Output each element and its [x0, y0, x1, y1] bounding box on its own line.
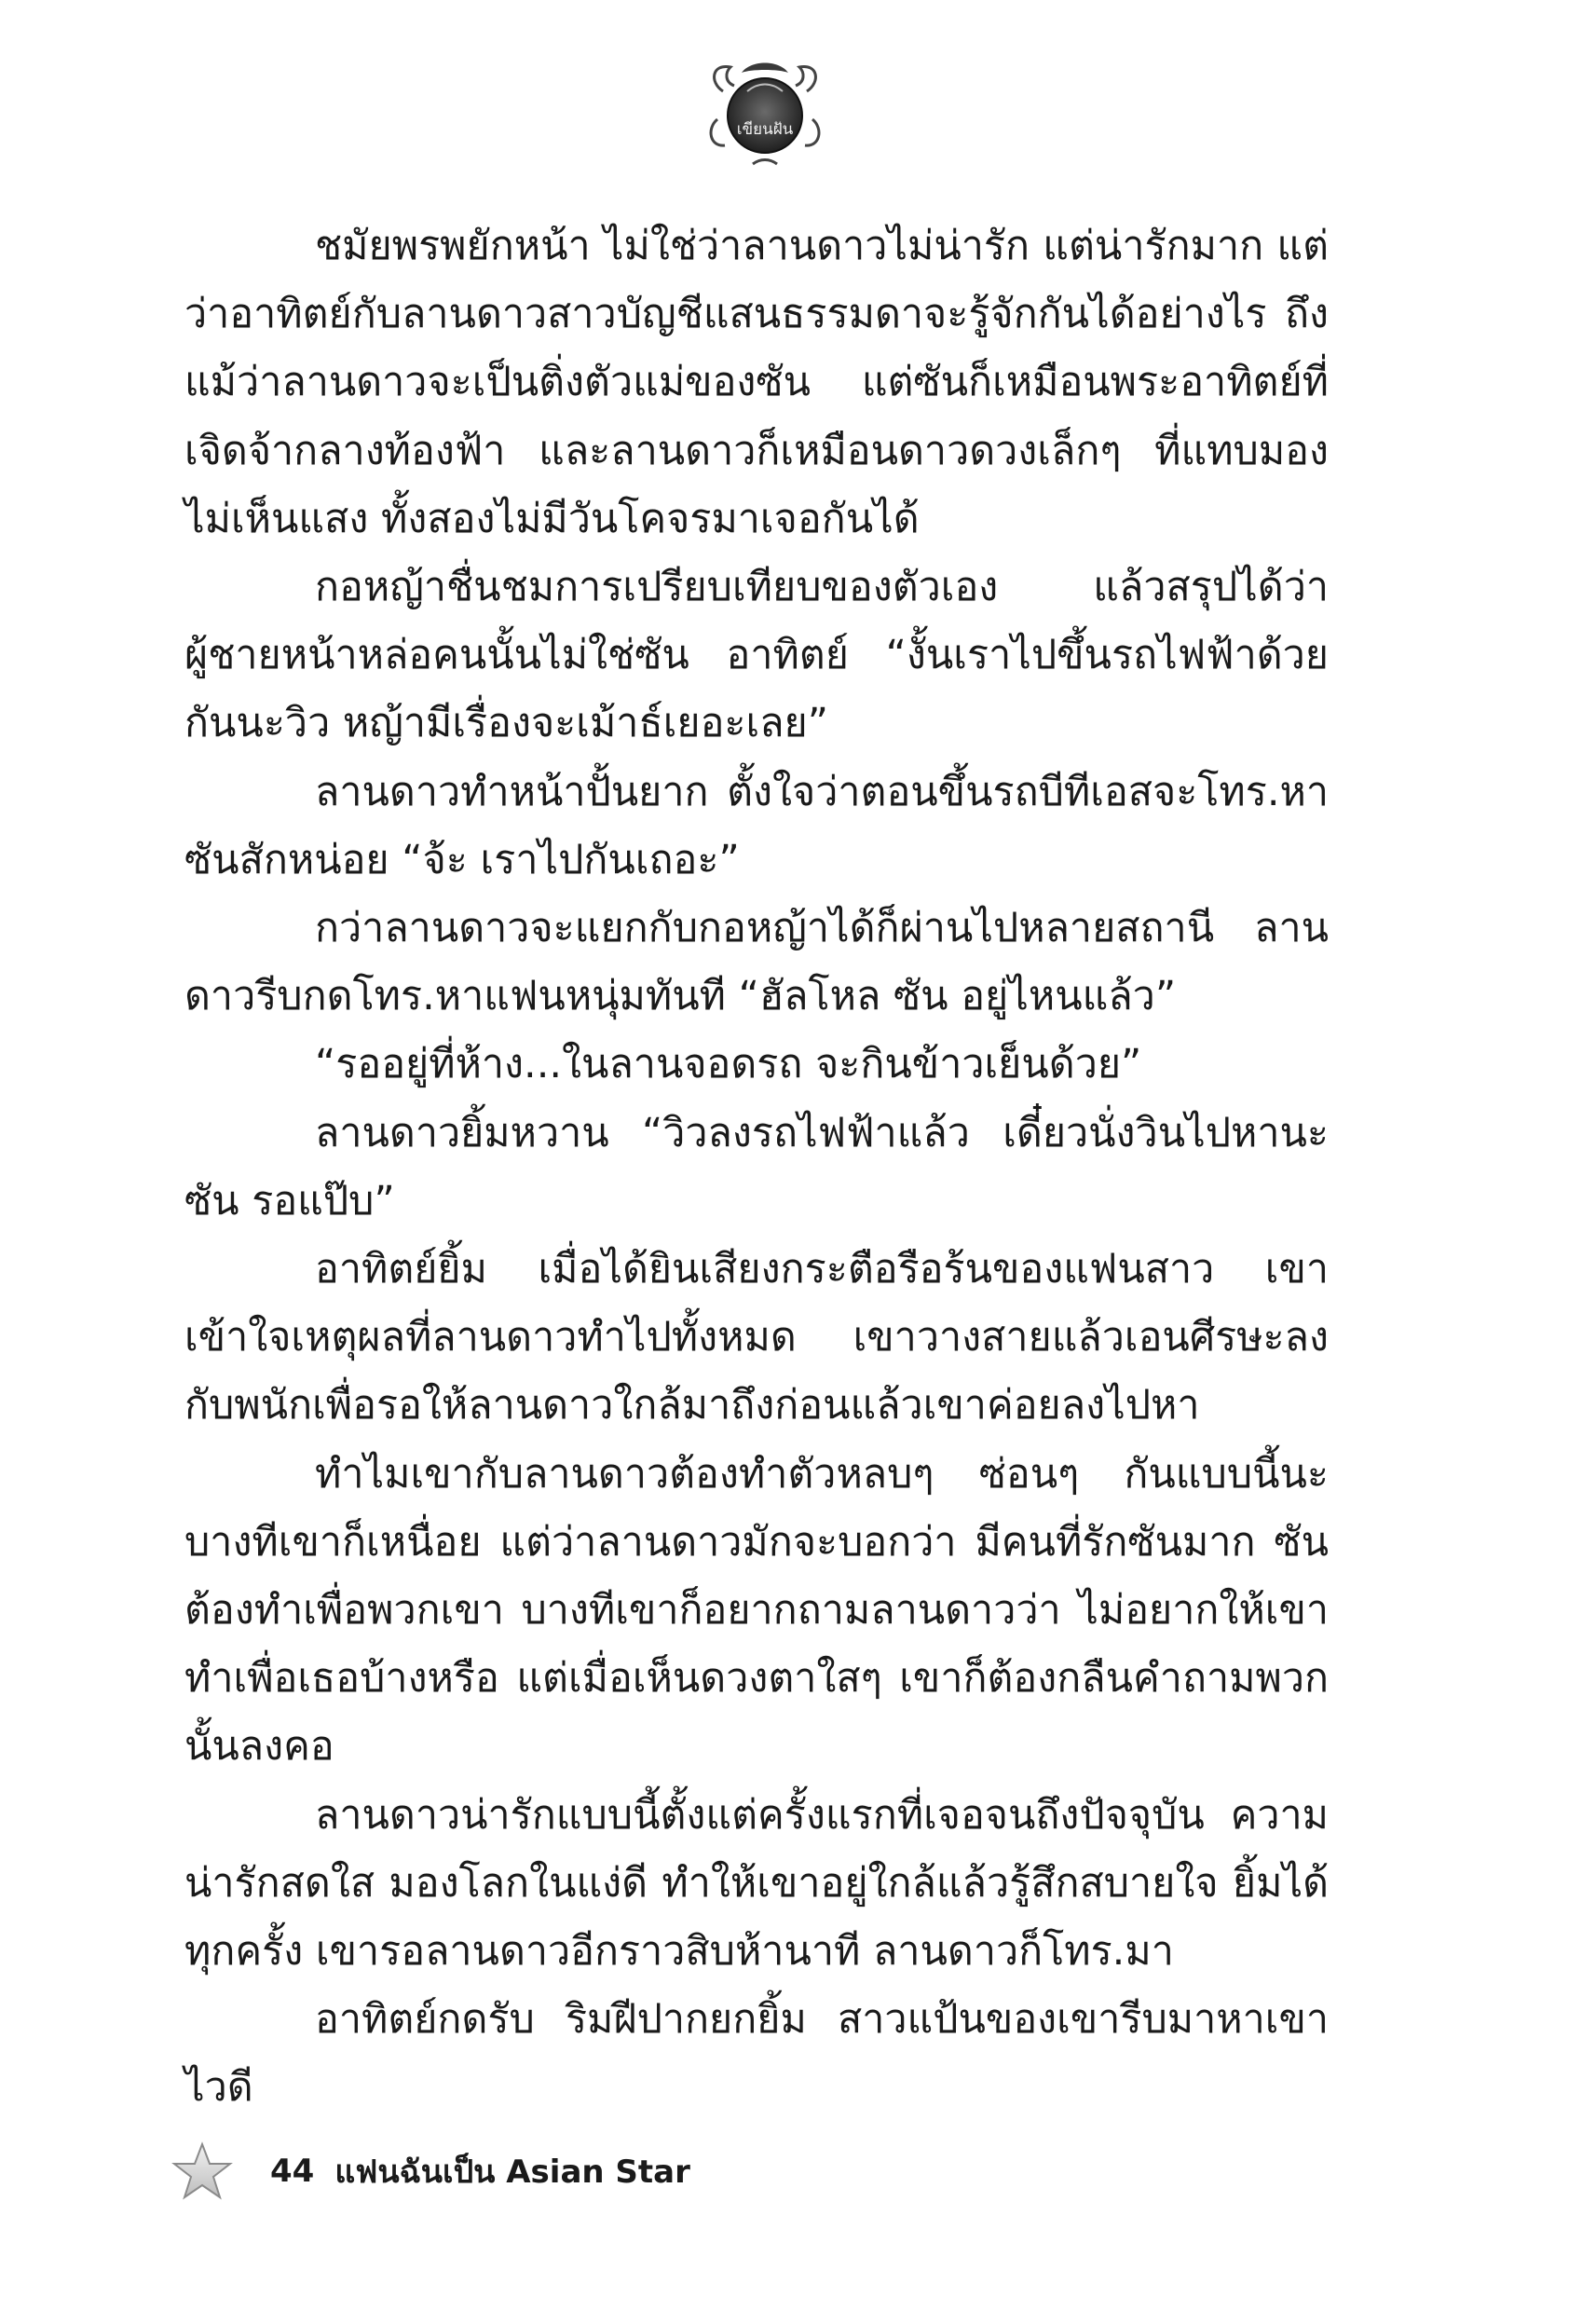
publisher-logo-emblem-icon: [704, 54, 825, 175]
publisher-logo: [704, 54, 825, 175]
paragraph: ลานดาวยิ้มหวาน “วิวลงรถไฟฟ้าแล้ว เดี๋ยวนั่งวินไปหานะ ซัน รอแป๊บ”: [184, 1109, 1329, 1224]
page-footer: [171, 2140, 690, 2203]
paragraph: อาทิตย์ยิ้ม เมื่อได้ยินเสียงกระตือรือร้นของแฟนสาว เขาเข้าใจเหตุผลที่ลานดาวทำไปทั้งหมด เขาวางสายแล้วเอนศีรษะลงกับพนักเพื่อรอให้ลานดาวใกล้มาถึงก่อนแล้วเขาค่อยลงไปหา: [184, 1246, 1329, 1429]
paragraph: ชมัยพรพยักหน้า ไม่ใช่ว่าลานดาวไม่น่ารัก แต่น่ารักมาก แต่ว่าอาทิตย์กับลานดาวสาวบัญชีแสนธรรมดาจะรู้จักกันได้อย่างไร ถึงแม้ว่าลานดาวจะเป็นติ่งตัวแม่ของซัน แต่ซันก็เหมือนพระอาทิตย์ที่เจิดจ้ากลางท้องฟ้า และลานดาวก็เหมือนดาวดวงเล็กๆ ที่แทบมองไม่เห็นแสง ทั้งสองไม่มีวันโคจรมาเจอกันได้: [184, 223, 1329, 542]
book-title: แฟนฉันเป็น Asian Star: [334, 2154, 690, 2191]
paragraph: “รออยู่ที่ห้าง...ในลานจอดรถ จะกินข้าวเย็นด้วย”: [315, 1041, 1142, 1088]
paragraph: ลานดาวทำหน้าปั้นยาก ตั้งใจว่าตอนขึ้นรถบีทีเอสจะโทร.หาซันสักหน่อย “จ้ะ เราไปกันเถอะ”: [184, 768, 1329, 883]
paragraph: อาทิตย์กดรับ ริมฝีปากยกยิ้ม สาวแป้นของเขารีบมาหาเขาไวดี: [184, 1996, 1329, 2112]
paragraph: กอหญ้าชื่นชมการเปรียบเทียบของตัวเอง แล้วสรุปได้ว่าผู้ชายหน้าหล่อคนนั้นไม่ใช่ซัน อาทิตย์ “งั้นเราไปขึ้นรถไฟฟ้าด้วยกันนะวิว หญ้ามีเรื่องจะเม้าธ์เยอะเลย”: [184, 564, 1329, 747]
star-icon: [171, 2141, 233, 2201]
body-text: [184, 212, 1329, 2123]
publisher-logo-text: เขียนฝัน: [736, 120, 794, 139]
paragraph: ทำไมเขากับลานดาวต้องทำตัวหลบๆ ซ่อนๆ กันแบบนี้นะ บางทีเขาก็เหนื่อย แต่ว่าลานดาวมักจะบอกว่า มีคนที่รักซันมาก ซันต้องทำเพื่อพวกเขา บางทีเขาก็อยากถามลานดาวว่า ไม่อยากให้เขาทำเพื่อเธอบ้างหรือ แต่เมื่อเห็นดวงตาใสๆ เขาก็ต้องกลืนคำถามพวกนั้นลงคอ: [184, 1450, 1329, 1771]
paragraph: ลานดาวน่ารักแบบนี้ตั้งแต่ครั้งแรกที่เจอจนถึงปัจจุบัน ความน่ารักสดใส มองโลกในแง่ดี ทำให้เขาอยู่ใกล้แล้วรู้สึกสบายใจ ยิ้มได้ทุกครั้ง เขารอลานดาวอีกราวสิบห้านาที ลานดาวก็โทร.มา: [184, 1791, 1329, 1976]
paragraph: กว่าลานดาวจะแยกกับกอหญ้าได้ก็ผ่านไปหลายสถานี ลานดาวรีบกดโทร.หาแฟนหนุ่มทันที “ฮัลโหล ซัน อยู่ไหนแล้ว”: [184, 905, 1329, 1020]
page-number: 44: [270, 2153, 315, 2190]
